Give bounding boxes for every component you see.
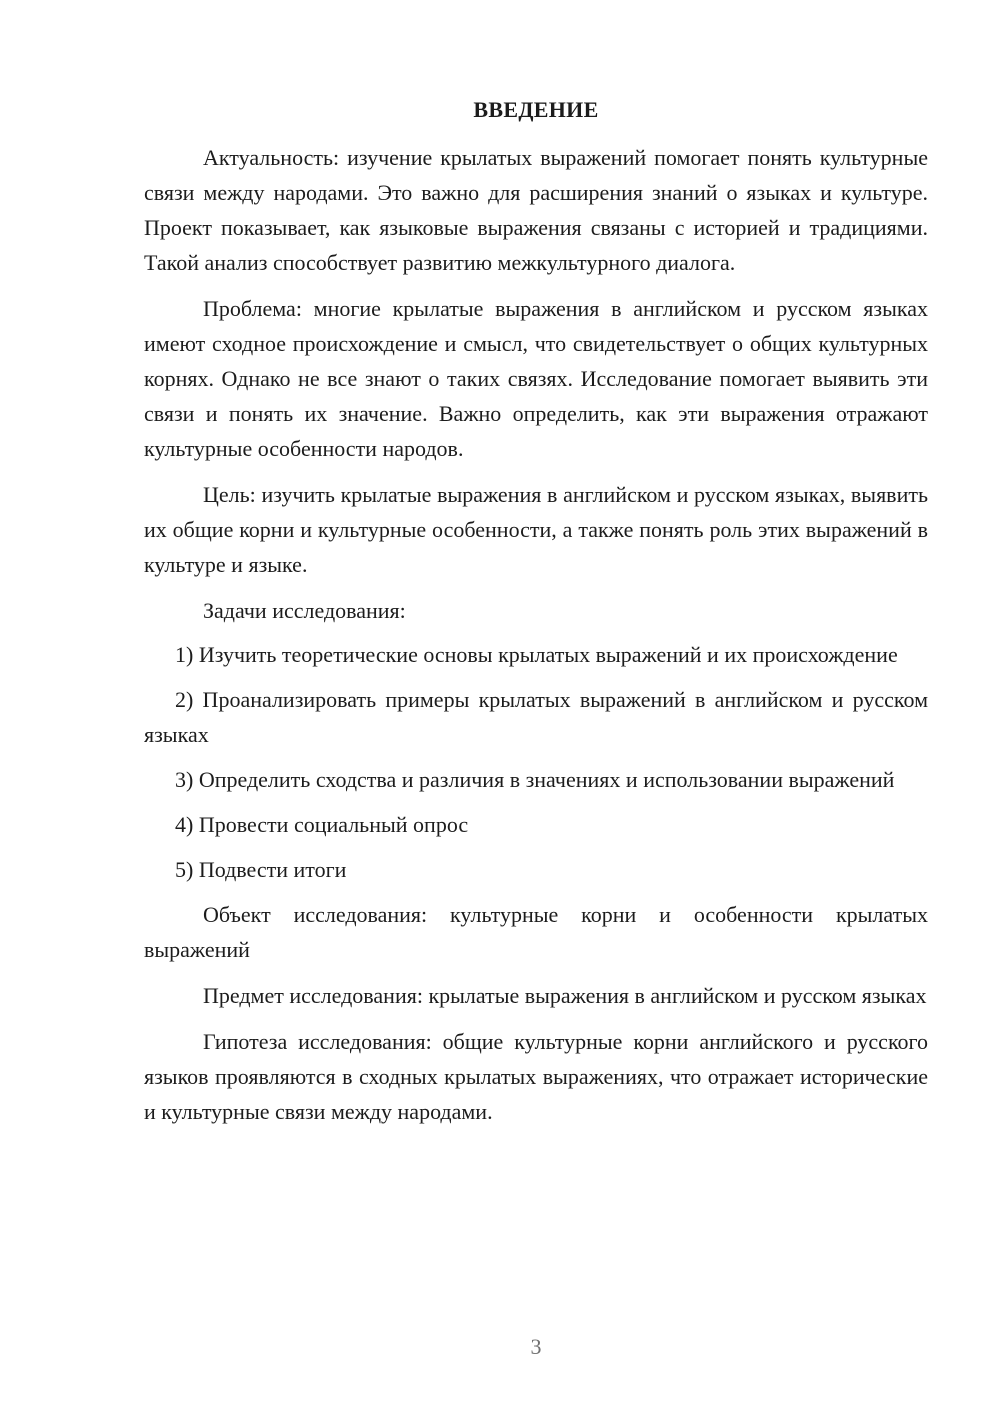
hypothesis-paragraph: Гипотеза исследования: общие культурные корни английского и русского языков проявляются в сходных крылатых выражениях, что отражает исторические и культурные связи между народами. — [144, 1029, 928, 1124]
relevance-paragraph: Актуальность: изучение крылатых выражений помогает понять культурные связи между народами. Это важно для расширения знаний о языках и культуре. Проект показывает, как языковые выражения связаны с историей и традициями. Такой анализ способствует развитию межкультурного диалога. — [144, 145, 928, 275]
task-item-1: 1) Изучить теоретические основы крылатых выражений и их происхождение — [175, 642, 898, 667]
section-title: ВВЕДЕНИЕ — [473, 97, 599, 122]
tasks-label: Задачи исследования: — [203, 598, 406, 623]
subject-paragraph: Предмет исследования: крылатые выражения в английском и русском языках — [203, 983, 927, 1008]
object-paragraph: Объект исследования: культурные корни и особенности крылатых выражений — [144, 902, 928, 962]
task-item-5: 5) Подвести итоги — [175, 857, 347, 882]
problem-paragraph: Проблема: многие крылатые выражения в английском и русском языках имеют сходное происхождение и смысл, что свидетельствует о общих культурных корнях. Однако не все знают о таких связях. Исследование помогает выявить эти связи и понять их значение. Важно определить, как эти выражения отражают культурные особенности народов. — [144, 296, 928, 461]
goal-paragraph: Цель: изучить крылатые выражения в английском и русском языках, выявить их общие корни и культурные особенности, а также понять роль этих выражений в культуре и языке. — [144, 482, 928, 577]
page-number: 3 — [530, 1334, 542, 1359]
task-item-4: 4) Провести социальный опрос — [175, 812, 469, 837]
document-body — [144, 92, 928, 1140]
task-item-2: 2) Проанализировать примеры крылатых выражений в английском и русском языках — [144, 687, 928, 747]
task-item-3: 3) Определить сходства и различия в значениях и использовании выражений — [175, 767, 895, 792]
